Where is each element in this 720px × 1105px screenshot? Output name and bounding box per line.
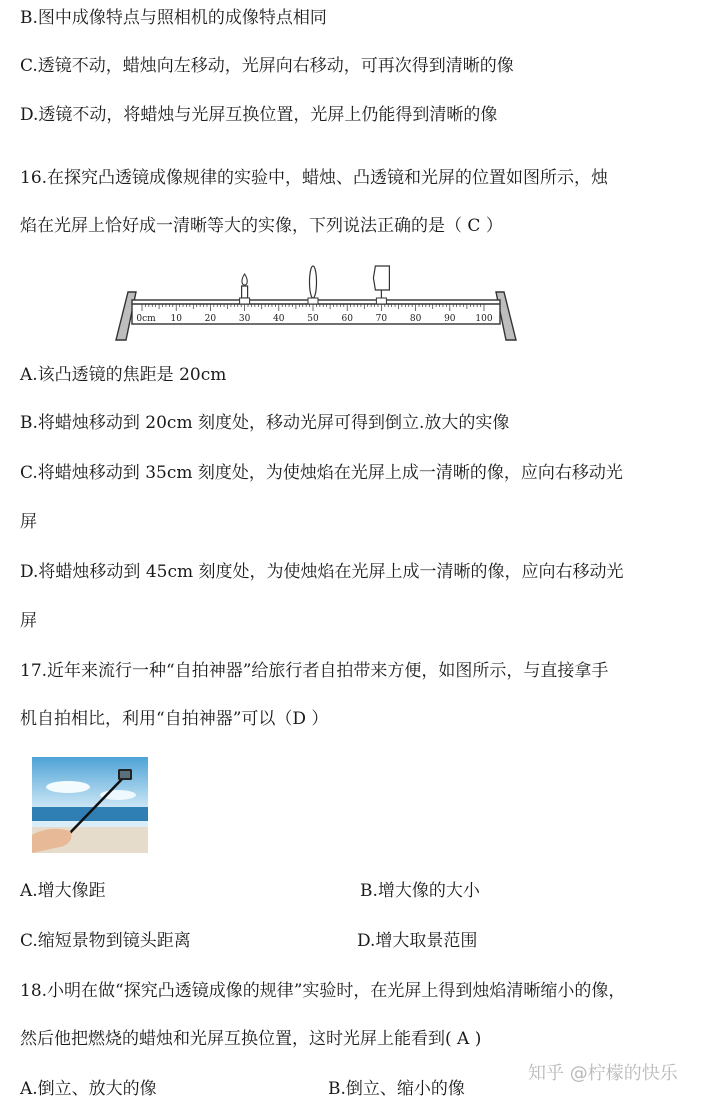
sky <box>32 757 148 809</box>
optical-bench-svg <box>112 262 524 344</box>
ruler-tick-label: 50 <box>307 314 319 324</box>
ruler-tick-label: 40 <box>273 314 285 324</box>
wave <box>32 821 148 827</box>
ruler-tick-label: 70 <box>375 314 388 324</box>
q16-stem-line1: 16.在探究凸透镜成像规律的实验中，蜡烛、凸透镜和光屏的位置如图所示，烛 <box>20 168 609 188</box>
ruler-tick-label: 90 <box>444 314 456 324</box>
ruler-tick-label: 10 <box>170 314 182 324</box>
q18-stem-line1: 18.小明在做“探究凸透镜成像的规律”实验时，在光屏上得到烛焰清晰缩小的像， <box>20 981 626 1001</box>
q18-option-a: A.倒立、放大的像 <box>20 1079 157 1099</box>
q16-option-b: B.将蜡烛移动到 20cm 刻度处，移动光屏可得到倒立.放大的实像 <box>20 413 510 433</box>
q17-option-d: D.增大取景范围 <box>357 931 478 951</box>
candle-holder <box>240 298 250 304</box>
q17-option-c: C.缩短景物到镜头距离 <box>20 931 191 951</box>
convex-lens <box>310 266 317 298</box>
ruler-tick-label: 60 <box>341 314 353 324</box>
q16-option-a: A.该凸透镜的焦距是 20cm <box>20 365 227 385</box>
ruler-tick-label: 0cm <box>136 314 156 324</box>
q16-option-c-line2: 屏 <box>20 512 37 532</box>
q15-option-d: D.透镜不动，将蜡烛与光屏互换位置，光屏上仍能得到清晰的像 <box>20 105 498 125</box>
q16-option-c-line1: C.将蜡烛移动到 35cm 刻度处，为使烛焰在光屏上成一清晰的像，应向右移动光 <box>20 463 623 483</box>
q16-option-d-line2: 屏 <box>20 611 37 631</box>
lens-holder <box>308 298 318 304</box>
candle <box>242 286 248 298</box>
q16-stem-line2: 焰在光屏上恰好成一清晰等大的实像，下列说法正确的是（ C ） <box>20 216 503 236</box>
q18-option-b: B.倒立、缩小的像 <box>328 1079 465 1099</box>
zhihu-watermark: 知乎 @柠檬的快乐 <box>528 1063 678 1084</box>
q17-stem-line2: 机自拍相比，利用“自拍神器”可以（D ） <box>20 709 329 729</box>
ruler-tick-label: 100 <box>475 314 493 324</box>
candle-flame <box>242 274 247 285</box>
light-screen <box>373 266 389 290</box>
selfie-stick-photo <box>32 757 148 853</box>
ruler-tick-label: 80 <box>409 314 422 324</box>
q17-option-a: A.增大像距 <box>20 881 106 901</box>
cloud <box>46 781 90 793</box>
screen-holder <box>376 298 386 304</box>
q16-option-d-line1: D.将蜡烛移动到 45cm 刻度处，为使烛焰在光屏上成一清晰的像，应向右移动光 <box>20 562 624 582</box>
ruler-tick-label: 30 <box>238 314 251 324</box>
q17-stem-line1: 17.近年来流行一种“自拍神器”给旅行者自拍带来方便，如图所示，与直接拿手 <box>20 661 609 681</box>
phone-screen <box>120 771 130 778</box>
q15-option-c: C.透镜不动，蜡烛向左移动，光屏向右移动，可再次得到清晰的像 <box>20 56 514 76</box>
optical-bench-figure <box>112 262 524 344</box>
q15-option-b: B.图中成像特点与照相机的成像特点相同 <box>20 8 327 28</box>
q17-option-b: B.增大像的大小 <box>360 881 480 901</box>
q18-stem-line2: 然后他把燃烧的蜡烛和光屏互换位置，这时光屏上能看到( A ) <box>20 1029 482 1049</box>
ruler-tick-label: 20 <box>204 314 217 324</box>
